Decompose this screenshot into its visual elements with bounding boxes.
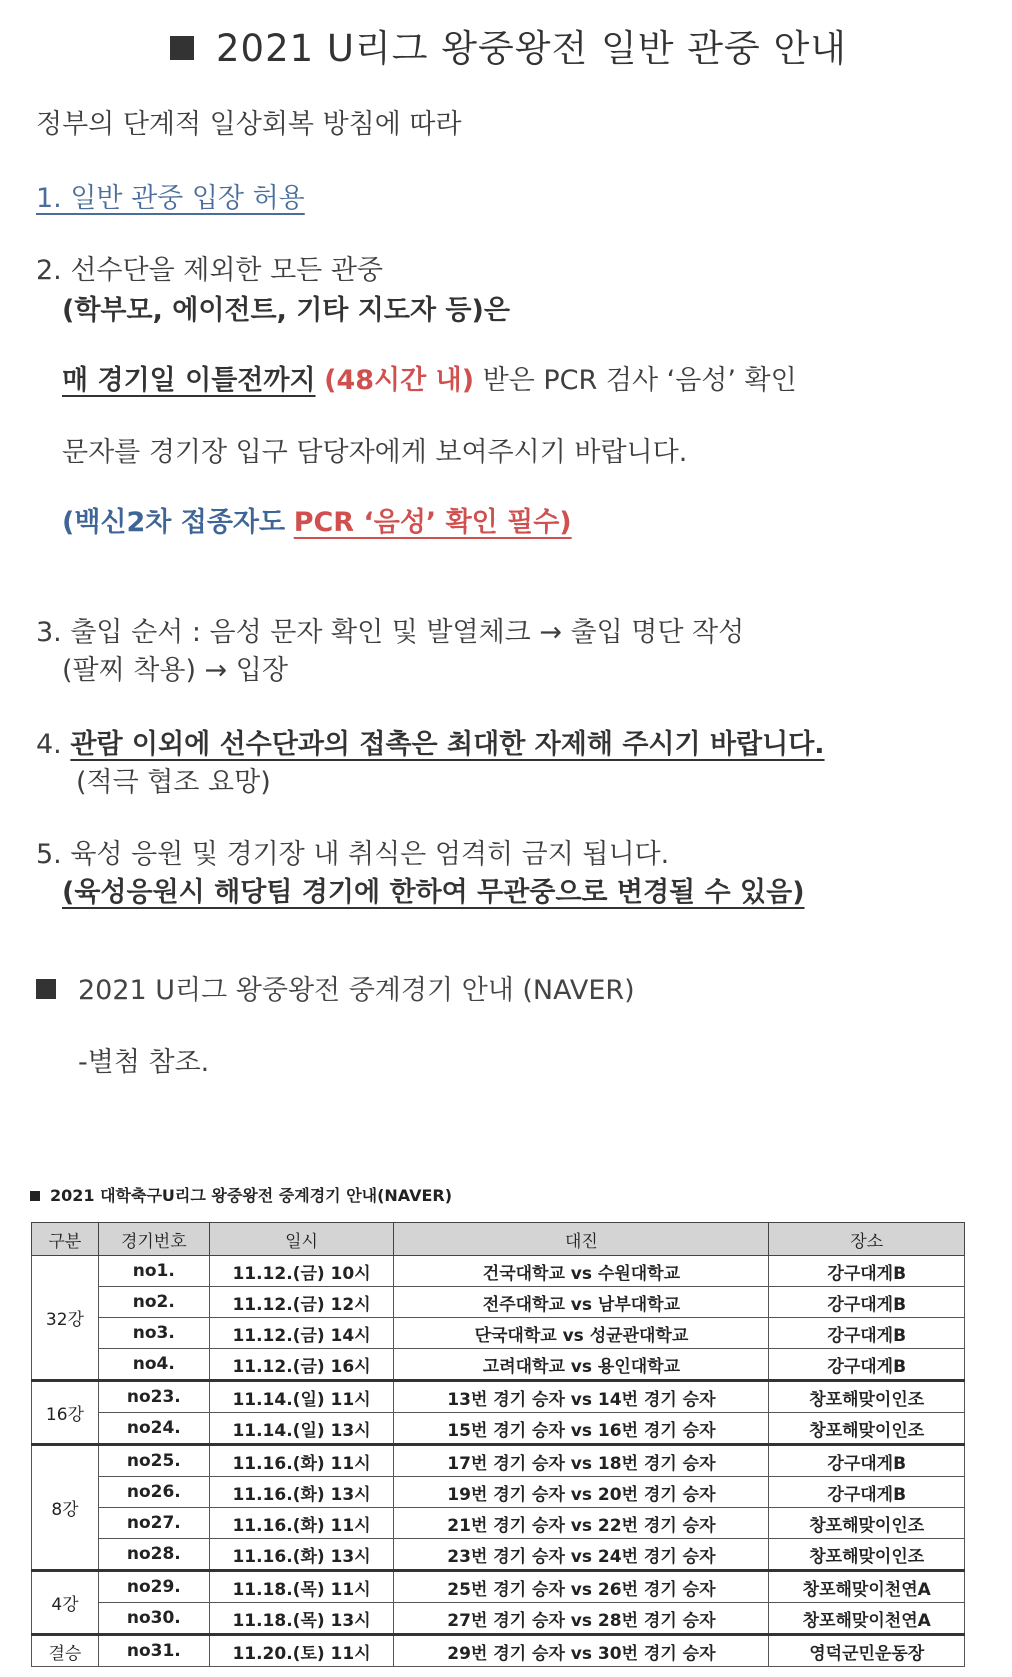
venue-cell: 영덕군민운동장: [769, 1635, 965, 1667]
intro-text: 정부의 단계적 일상회복 방침에 따라: [36, 109, 462, 140]
venue-cell: 창포해맞이인조: [769, 1413, 965, 1445]
stage-cell: 32강: [32, 1256, 99, 1381]
item-2-line2: (학부모, 에이전트, 기타 지도자 등)은: [62, 295, 510, 326]
venue-cell: 강구대게B: [769, 1287, 965, 1318]
matchup-cell: 고려대학교 vs 용인대학교: [394, 1349, 769, 1381]
table-row: [32, 1413, 965, 1445]
table-row: [32, 1381, 965, 1413]
matchup-cell: 25번 경기 승자 vs 26번 경기 승자: [394, 1571, 769, 1603]
schedule-title: 2021 대학축구U리그 왕중왕전 중계경기 안내(NAVER): [30, 1183, 452, 1206]
stage-cell: 결승: [32, 1635, 99, 1667]
table-body: [32, 1256, 965, 1667]
item-3-line1: 3. 출입 순서 : 음성 문자 확인 및 발열체크 → 출입 명단 작성: [36, 617, 745, 648]
page-title: 2021 U리그 왕중왕전 일반 관중 안내: [170, 18, 847, 72]
header-venue: 장소: [769, 1223, 965, 1256]
square-bullet-icon: [170, 36, 194, 60]
item-5-line1: 5. 육성 응원 및 경기장 내 취식은 엄격히 금지 됩니다.: [36, 839, 670, 870]
datetime-cell: 11.18.(목) 11시: [209, 1571, 394, 1603]
item-2-line1: 2. 선수단을 제외한 모든 관중: [36, 255, 383, 286]
table-row: [32, 1349, 965, 1381]
datetime-cell: 11.12.(금) 14시: [209, 1318, 394, 1349]
match-number-cell: no27.: [98, 1508, 209, 1539]
venue-cell: 강구대게B: [769, 1256, 965, 1287]
venue-cell: 창포해맞이인조: [769, 1381, 965, 1413]
matchup-cell: 단국대학교 vs 성균관대학교: [394, 1318, 769, 1349]
match-number-cell: no28.: [98, 1539, 209, 1571]
table-row: [32, 1318, 965, 1349]
stage-cell: 8강: [32, 1445, 99, 1571]
table-row: [32, 1477, 965, 1508]
table-row: [32, 1256, 965, 1287]
datetime-cell: 11.14.(일) 11시: [209, 1381, 394, 1413]
matchup-cell: 19번 경기 승자 vs 20번 경기 승자: [394, 1477, 769, 1508]
venue-cell: 창포해맞이인조: [769, 1508, 965, 1539]
venue-cell: 강구대게B: [769, 1445, 965, 1477]
item-4-sub: (적극 협조 요망): [76, 767, 271, 798]
table-row: [32, 1571, 965, 1603]
datetime-cell: 11.12.(금) 16시: [209, 1349, 394, 1381]
matchup-cell: 17번 경기 승자 vs 18번 경기 승자: [394, 1445, 769, 1477]
match-number-cell: no23.: [98, 1381, 209, 1413]
match-number-cell: no30.: [98, 1603, 209, 1635]
datetime-cell: 11.16.(화) 11시: [209, 1508, 394, 1539]
venue-cell: 창포해맞이천연A: [769, 1571, 965, 1603]
venue-cell: 창포해맞이천연A: [769, 1603, 965, 1635]
table-row: [32, 1539, 965, 1571]
item-2-line3: 매 경기일 이틀전까지 (48시간 내) 받은 PCR 검사 ‘음성’ 확인: [62, 365, 797, 396]
matchup-cell: 29번 경기 승자 vs 30번 경기 승자: [394, 1635, 769, 1667]
matchup-cell: 건국대학교 vs 수원대학교: [394, 1256, 769, 1287]
datetime-cell: 11.14.(일) 13시: [209, 1413, 394, 1445]
header-match-number: 경기번호: [98, 1223, 209, 1256]
venue-cell: 창포해맞이인조: [769, 1539, 965, 1571]
venue-cell: 강구대게B: [769, 1349, 965, 1381]
matchup-cell: 13번 경기 승자 vs 14번 경기 승자: [394, 1381, 769, 1413]
datetime-cell: 11.16.(화) 13시: [209, 1477, 394, 1508]
square-bullet-icon: [30, 1191, 40, 1201]
header-stage: 구분: [32, 1223, 99, 1256]
datetime-cell: 11.18.(목) 13시: [209, 1603, 394, 1635]
item-1: 1. 일반 관중 입장 허용: [36, 183, 305, 214]
matchup-cell: 21번 경기 승자 vs 22번 경기 승자: [394, 1508, 769, 1539]
table-row: [32, 1508, 965, 1539]
square-bullet-icon: [36, 979, 56, 999]
match-number-cell: no26.: [98, 1477, 209, 1508]
datetime-cell: 11.16.(화) 13시: [209, 1539, 394, 1571]
match-number-cell: no3.: [98, 1318, 209, 1349]
table-row: [32, 1603, 965, 1635]
table-header-row: [32, 1223, 965, 1256]
match-number-cell: no25.: [98, 1445, 209, 1477]
match-number-cell: no4.: [98, 1349, 209, 1381]
datetime-cell: 11.12.(금) 12시: [209, 1287, 394, 1318]
venue-cell: 강구대게B: [769, 1318, 965, 1349]
matchup-cell: 27번 경기 승자 vs 28번 경기 승자: [394, 1603, 769, 1635]
match-number-cell: no2.: [98, 1287, 209, 1318]
item-5-line2: (육성응원시 해당팀 경기에 한하여 무관중으로 변경될 수 있음): [62, 877, 805, 908]
broadcast-note: -별첨 참조.: [78, 1047, 210, 1078]
venue-cell: 강구대게B: [769, 1477, 965, 1508]
datetime-cell: 11.16.(화) 11시: [209, 1445, 394, 1477]
matchup-cell: 23번 경기 승자 vs 24번 경기 승자: [394, 1539, 769, 1571]
match-number-cell: no1.: [98, 1256, 209, 1287]
datetime-cell: 11.20.(토) 11시: [209, 1635, 394, 1667]
item-2-line4: 문자를 경기장 입구 담당자에게 보여주시기 바랍니다.: [62, 437, 688, 468]
item-2-vaccine-note: (백신2차 접종자도 PCR ‘음성’ 확인 필수): [62, 507, 572, 538]
broadcast-title: 2021 U리그 왕중왕전 중계경기 안내 (NAVER): [36, 968, 635, 1007]
matchup-cell: 15번 경기 승자 vs 16번 경기 승자: [394, 1413, 769, 1445]
match-number-cell: no24.: [98, 1413, 209, 1445]
table-row: [32, 1635, 965, 1667]
stage-cell: 4강: [32, 1571, 99, 1635]
table-row: [32, 1445, 965, 1477]
stage-cell: 16강: [32, 1381, 99, 1445]
datetime-cell: 11.12.(금) 10시: [209, 1256, 394, 1287]
item-4: 4. 관람 이외에 선수단과의 접촉은 최대한 자제해 주시기 바랍니다.: [36, 729, 825, 760]
matchup-cell: 전주대학교 vs 남부대학교: [394, 1287, 769, 1318]
match-number-cell: no29.: [98, 1571, 209, 1603]
item-3-line2: (팔찌 착용) → 입장: [62, 655, 288, 686]
header-matchup: 대진: [394, 1223, 769, 1256]
match-number-cell: no31.: [98, 1635, 209, 1667]
table-row: [32, 1287, 965, 1318]
schedule-table: [31, 1222, 965, 1667]
header-datetime: 일시: [209, 1223, 394, 1256]
